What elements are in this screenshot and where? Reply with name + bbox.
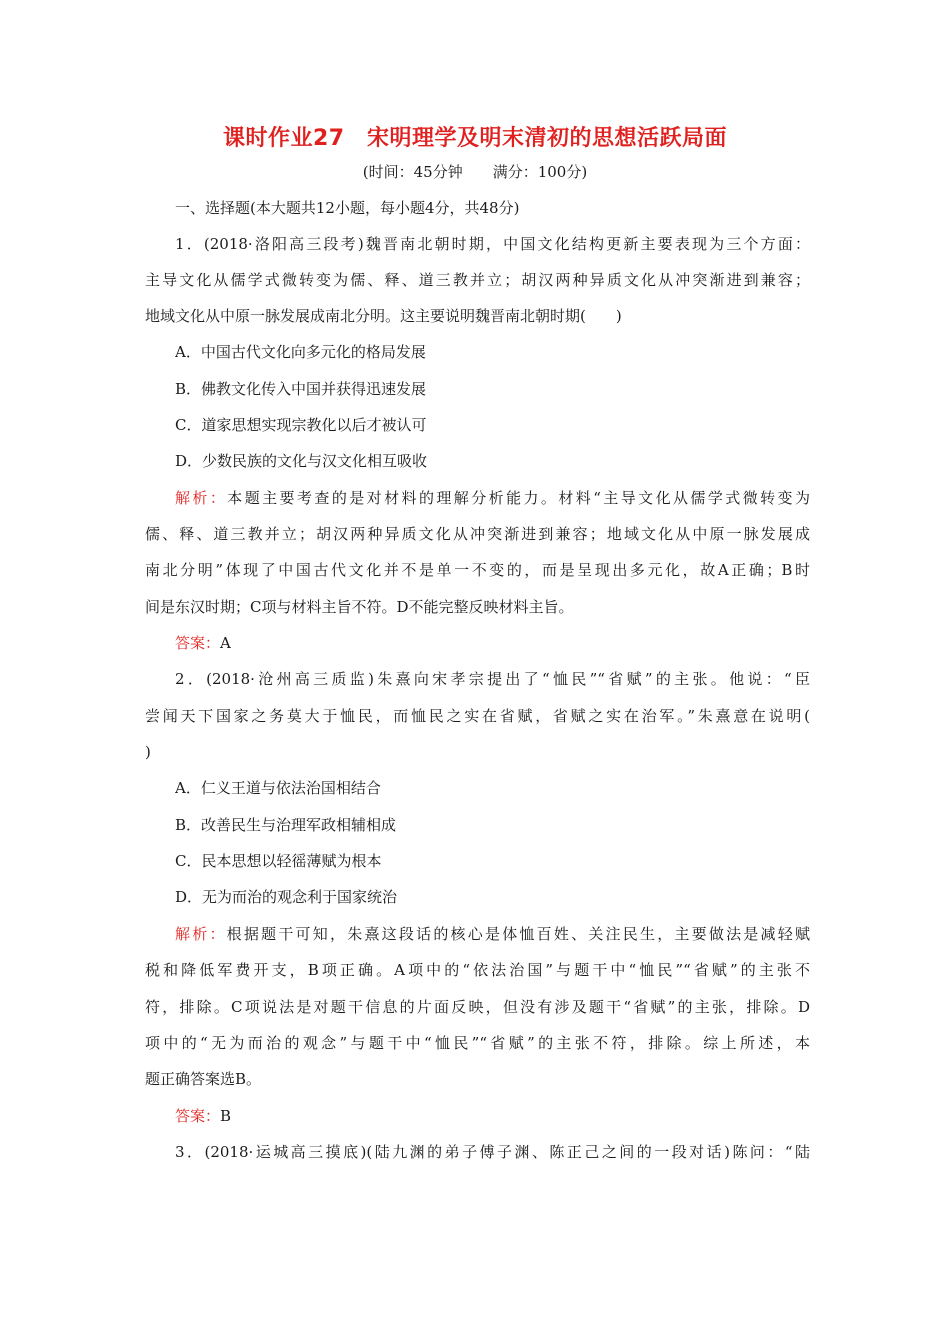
page-title: 课时作业27 宋明理学及明末清初的思想活跃局面 [222,126,728,151]
q2-analysis-line-5: 题正确答案选B。 [145,1070,262,1088]
q1-option-c: C．道家思想实现宗教化以后才被认可 [175,416,427,434]
q2-stem-line-2: 尝闻天下国家之务莫大于恤民，而恤民之实在省赋，省赋之实在治军。”朱熹意在说明( [145,707,810,725]
q1-answer-label: 答案： [175,634,221,652]
q1-analysis-line-4: 间是东汉时期；C项与材料主旨不符。D不能完整反映材料主旨。 [145,598,574,616]
q2-option-a: A．仁义王道与依法治国相结合 [175,779,381,797]
q1-option-d: D．少数民族的文化与汉文化相互吸收 [175,452,428,470]
q2-analysis-line-3: 符，排除。C项说法是对题干信息的片面反映，但没有涉及题干“省赋”的主张，排除。D [145,998,810,1016]
q2-analysis-line-2: 税和降低军费开支，B项正确。A项中的“依法治国”与题干中“恤民”“省赋”的主张不 [145,961,810,979]
section-header: 一、选择题(本大题共12小题，每小题4分，共48分) [175,199,520,217]
q2-analysis-label: 解析： [175,925,227,943]
q2-answer-value: B [220,1107,232,1125]
q2-stem-line-1: 2．(2018·沧州高三质监)朱熹向宋孝宗提出了“恤民”“省赋”的主张。他说：“臣 [175,670,810,688]
q1-analysis-label: 解析： [175,489,228,507]
q2-answer [175,1106,810,1126]
q2-analysis-line-4: 项中的“无为而治的观念”与题干中“恤民”“省赋”的主张不符，排除。综上所述，本 [145,1034,810,1052]
q1-option-a: A．中国古代文化向多元化的格局发展 [175,343,426,361]
q1-stem-line-3: 地域文化从中原一脉发展成南北分明。这主要说明魏晋南北朝时期( ) [145,307,622,325]
q1-analysis-line-1 [175,488,810,508]
q1-answer-value: A [220,634,231,652]
q3-stem-line-1: 3．(2018·运城高三摸底)(陆九渊的弟子傅子渊、陈正己之间的一段对话)陈问：“陆 [175,1143,810,1161]
q1-answer [175,633,810,653]
q2-answer-label: 答案： [175,1107,221,1125]
q1-stem-line-1: 1．(2018·洛阳高三段考)魏晋南北朝时期，中国文化结构更新主要表现为三个方面： [175,235,810,253]
q1-analysis-line-3: 南北分明”体现了中国古代文化并不是单一不变的，而是呈现出多元化，故A正确；B时 [145,561,810,579]
q1-analysis-text: 本题主要考查的是对材料的理解分析能力。材料“主导文化从儒学式微转变为 [227,489,810,507]
q1-stem-line-2: 主导文化从儒学式微转变为儒、释、道三教并立；胡汉两种异质文化从冲突渐进到兼容； [145,271,810,289]
q2-stem-line-3: ) [145,743,151,761]
q2-option-d: D．无为而治的观念利于国家统治 [175,888,398,906]
q1-analysis-line-2: 儒、释、道三教并立；胡汉两种异质文化从冲突渐进到兼容；地域文化从中原一脉发展成 [145,525,810,543]
q2-option-c: C．民本思想以轻徭薄赋为根本 [175,852,382,870]
q2-analysis-text: 根据题干可知，朱熹这段话的核心是体恤百姓、关注民生，主要做法是减轻赋 [226,925,810,943]
q2-option-b: B．改善民生与治理军政相辅相成 [175,816,397,834]
q2-analysis-line-1 [175,924,810,944]
q1-option-b: B．佛教文化传入中国并获得迅速发展 [175,380,427,398]
exam-info: (时间：45分钟 满分：100分) [362,163,588,181]
